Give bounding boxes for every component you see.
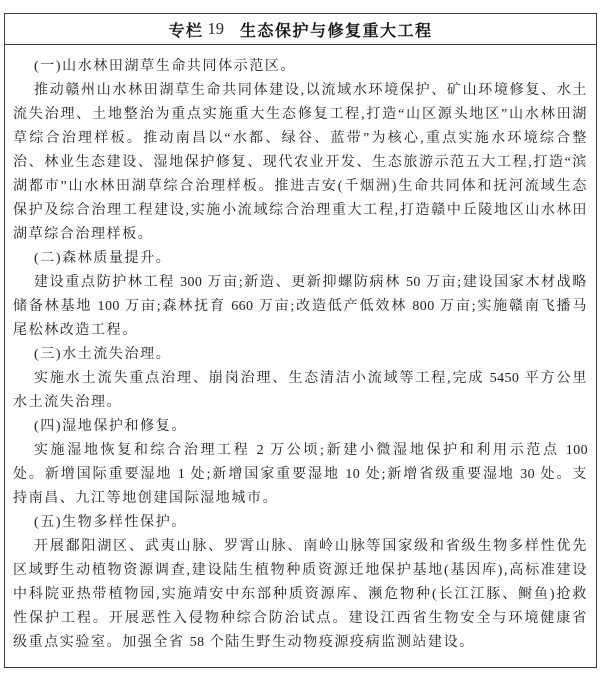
numeric-value: 100	[97, 299, 120, 314]
panel-title-prefix: 专栏	[168, 22, 204, 40]
panel-title-bar	[5, 14, 596, 45]
numeric-value: 100	[565, 443, 588, 458]
numeric-value: 800	[412, 299, 435, 314]
numeric-value: 1	[177, 467, 186, 482]
column-19-panel	[4, 13, 597, 668]
panel-title-text: 生态保护与修复重大工程	[240, 22, 433, 40]
numeric-value: 10	[345, 467, 361, 482]
section-heading-3: (三)水土流失治理。	[34, 347, 172, 362]
section-heading-5: (五)生物多样性保护。	[34, 515, 187, 530]
section-paragraph: 实施湿地恢复和综合治理工程 2 万公顷;新建小微湿地保护和利用示范点 100 处。新增国际重要湿地 1 处;新增国家重要湿地 10 处;新增省级重要湿地 30 处。支持南昌、九江等地创建国际湿地城市。	[13, 443, 588, 506]
numeric-value: 50	[406, 275, 421, 290]
section-paragraph: 推动赣州山水林田湖草生命共同体建设,以流域水环境保护、矿山环境修复、水土流失治理、土地整治为重点实施重大生态修复工程,打造“山区源头地区”山水林田湖草综合治理样板。推动南昌以“水都、绿谷、蓝带”为核心,重点实施水环境综合整治、林业生态建设、湿地保护修复、现代农业开发、生态旅游示范五大工程,打造“滨湖都市”山水林田湖草综合治理样板。推进吉安(千烟洲)生命共同体和抚河流域生态保护及综合治理工程建设,实施小流域综合治理重大工程,打造赣中丘陵地区山水林田湖草综合治理样板。	[13, 83, 588, 242]
section-paragraph: 建设重点防护林工程 300 万亩;新造、更新抑螺防病林 50 万亩;建设国家木材战略储备林基地 100 万亩;森林抚育 660 万亩;改造低产低效林 800 万亩;实施赣南飞播马尾松林改造工程。	[13, 275, 589, 338]
section-paragraph: 实施水土流失重点治理、崩岗治理、生态清洁小流域等工程,完成 5450 平方公里水土流失治理。	[13, 371, 589, 410]
section-paragraph: 开展鄱阳湖区、武夷山脉、罗霄山脉、南岭山脉等国家级和省级生物多样性优先区域野生动植物资源调查,建设陆生植物种质资源迁地保护基地(基因库),高标准建设中科院亚热带植物园,实施靖安中东部种质资源库、濒危物种(长江江豚、鲥鱼)抢救性保护工程。开展恶性入侵物种综合防治试点。建设江西省生物安全与环境健康省级重点实验室。加强全省 58 个陆生野生动物疫源疫病监测站建设。	[13, 539, 588, 650]
panel-title-number: 19	[207, 19, 224, 38]
numeric-value: 5450	[489, 371, 520, 386]
section-heading-1: (一)山水林田湖草生命共同体示范区。	[34, 59, 297, 74]
numeric-value: 58	[189, 635, 205, 650]
section-heading-4: (四)湿地保护和修复。	[34, 419, 187, 434]
panel-body	[5, 45, 596, 655]
numeric-value: 2	[256, 443, 264, 458]
numeric-value: 660	[231, 299, 254, 314]
section-heading-2: (二)森林质量提升。	[34, 251, 172, 266]
numeric-value: 30	[520, 467, 536, 482]
numeric-value: 300	[180, 275, 203, 290]
